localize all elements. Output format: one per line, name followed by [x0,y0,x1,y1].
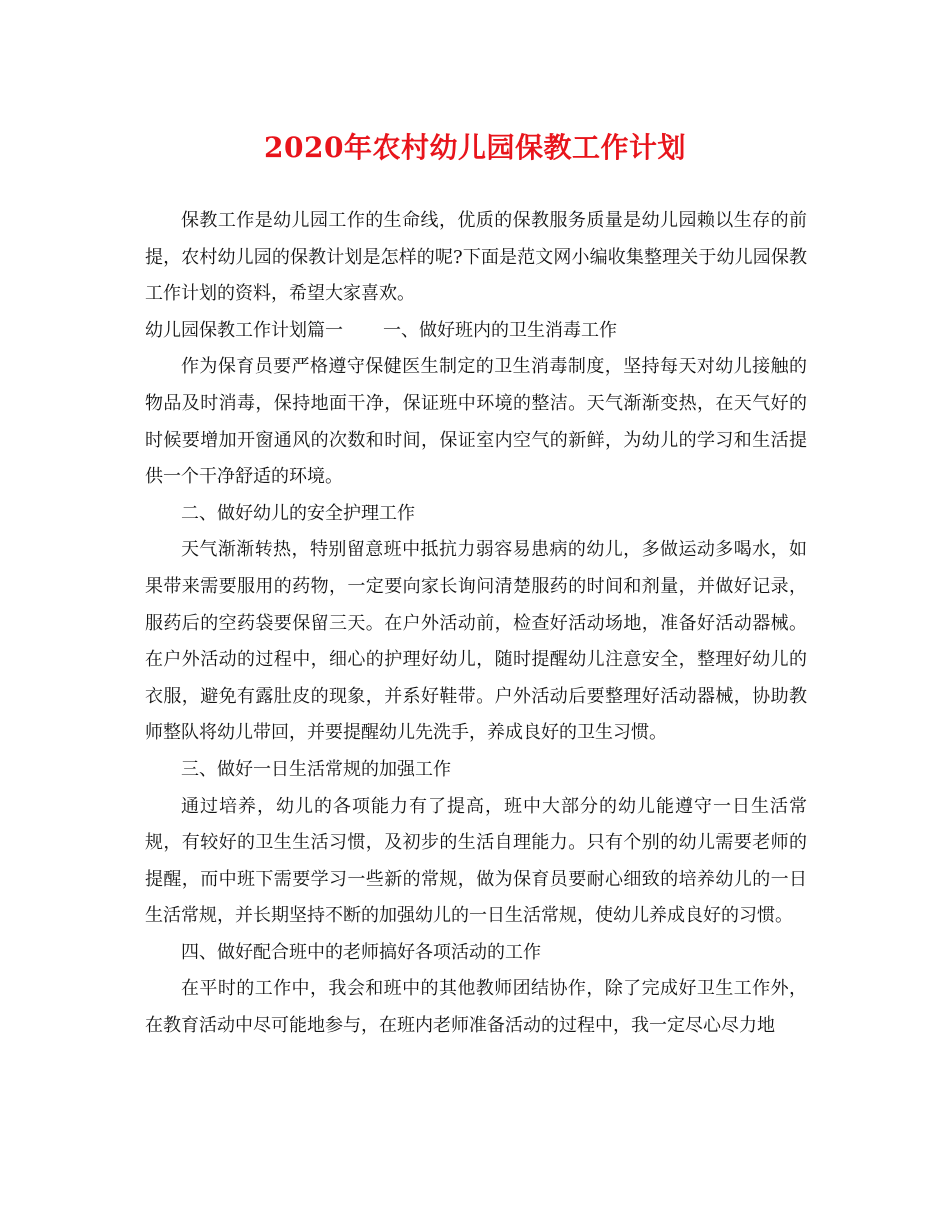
section-1-heading: 一、做好班内的卫生消毒工作 [383,319,617,341]
section-3-body: 通过培养，幼儿的各项能力有了提高，班中大部分的幼儿能遵守一日生活常规，有较好的卫生生活习惯，及初步的生活自理能力。只有个别的幼儿需要老师的提醒，而中班下需要学习一些新的常规，做为保育员要耐心细致的培养幼儿的一日生活常规，并长期坚持不断的加强幼儿的一日生活常规，使幼儿养成良好的习惯。 [145,795,807,927]
plan-heading-line [145,313,807,350]
section-2-heading: 二、做好幼儿的安全护理工作 [181,502,415,524]
section-4-heading: 四、做好配合班中的老师搞好各项活动的工作 [181,941,541,963]
document-title: 2020年农村幼儿园保教工作计划 [264,131,686,164]
plan-label: 幼儿园保教工作计划篇一 [145,319,343,341]
document-body [145,203,807,1045]
intro-paragraph: 保教工作是幼儿园工作的生命线，优质的保教服务质量是幼儿园赖以生存的前提，农村幼儿园的保教计划是怎样的呢?下面是范文网小编收集整理关于幼儿园保教工作计划的资料，希望大家喜欢。 [145,210,807,305]
section-4-body: 在平时的工作中，我会和班中的其他教师团结协作，除了完成好卫生工作外，在教育活动中尽可能地参与，在班内老师准备活动的过程中，我一定尽心尽力地 [145,978,807,1037]
section-3-heading: 三、做好一日生活常规的加强工作 [181,758,451,780]
section-1-body: 作为保育员要严格遵守保健医生制定的卫生消毒制度，坚持每天对幼儿接触的物品及时消毒，保持地面干净，保证班中环境的整洁。天气渐渐变热，在天气好的时候要增加开窗通风的次数和时间，保证室内空气的新鲜，为幼儿的学习和生活提供一个干净舒适的环境。 [145,356,807,488]
section-2-body: 天气渐渐转热，特别留意班中抵抗力弱容易患病的幼儿，多做运动多喝水，如果带来需要服用的药物，一定要向家长询问清楚服药的时间和剂量，并做好记录，服药后的空药袋要保留三天。在户外活动前，检查好活动场地，准备好活动器械。在户外活动的过程中，细心的护理好幼儿，随时提醒幼儿注意安全，整理好幼儿的衣服，避免有露肚皮的现象，并系好鞋带。户外活动后要整理好活动器械，协助教师整队将幼儿带回，并要提醒幼儿先洗手，养成良好的卫生习惯。 [145,539,807,744]
